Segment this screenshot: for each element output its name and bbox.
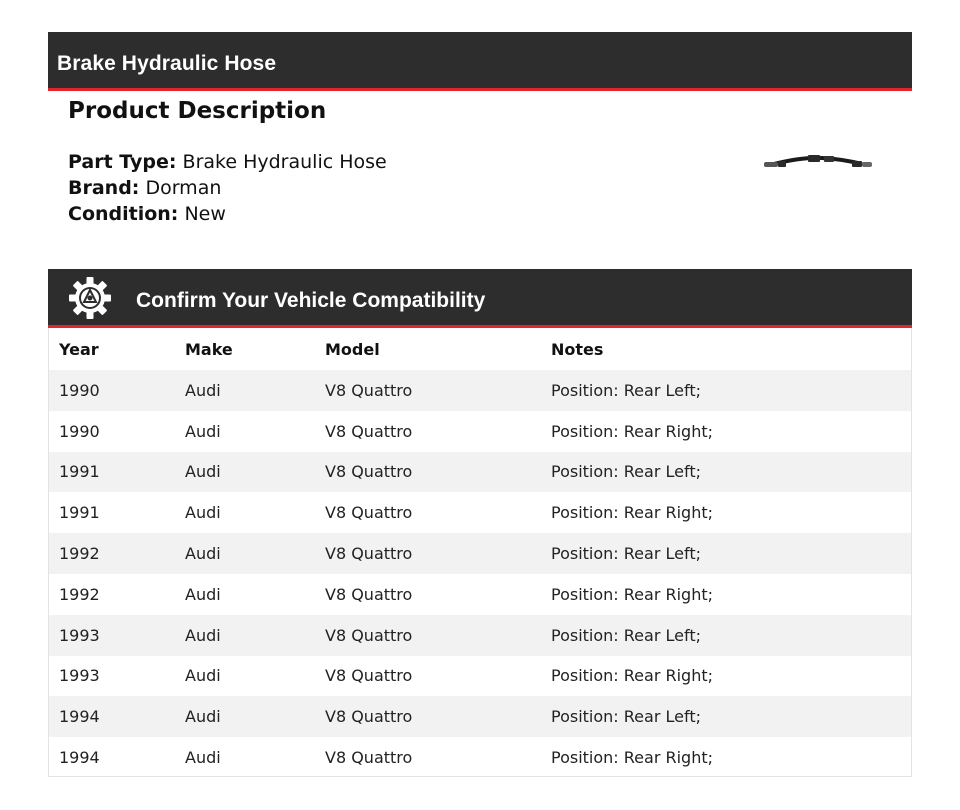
spec-label: Part Type: — [68, 151, 177, 173]
spec-part-type — [68, 151, 387, 173]
brake-hose-image — [762, 150, 874, 176]
table-row — [49, 533, 911, 574]
spec-brand — [68, 177, 221, 199]
cell-model: V8 Quattro — [315, 696, 541, 737]
table-row — [49, 370, 911, 411]
cell-make: Audi — [175, 615, 315, 656]
cell-notes: Position: Rear Right; — [551, 748, 714, 768]
table-row — [49, 737, 911, 778]
cell-year: 1991 — [49, 452, 175, 493]
spec-label: Brand: — [68, 177, 140, 199]
cell-year: 1994 — [49, 696, 175, 737]
cell-make: Audi — [175, 452, 315, 493]
cell-make: Audi — [185, 666, 221, 686]
compatibility-table-wrap — [48, 328, 912, 777]
cell-model: V8 Quattro — [325, 503, 413, 523]
table-row — [49, 492, 911, 533]
cell-notes: Position: Rear Right; — [551, 666, 714, 686]
cell-notes: Position: Rear Right; — [551, 421, 714, 441]
column-header-notes: Notes — [551, 339, 604, 359]
column-header-make: Make — [185, 339, 233, 359]
cell-model: V8 Quattro — [325, 666, 413, 686]
cell-make: Audi — [185, 584, 221, 604]
cell-make: Audi — [175, 696, 315, 737]
column-header-model: Model — [325, 339, 380, 359]
cell-notes: Position: Rear Right; — [551, 584, 714, 604]
page-title: Brake Hydraulic Hose — [57, 52, 277, 75]
cell-notes: Position: Rear Left; — [541, 452, 911, 493]
cell-make: Audi — [185, 421, 221, 441]
table-row — [49, 411, 911, 452]
cell-year: 1990 — [49, 370, 175, 411]
cell-make: Audi — [175, 533, 315, 574]
cell-notes: Position: Rear Left; — [541, 370, 911, 411]
cell-notes: Position: Rear Left; — [541, 615, 911, 656]
table-header-row — [49, 328, 911, 370]
cell-model: V8 Quattro — [325, 584, 413, 604]
cell-model: V8 Quattro — [315, 370, 541, 411]
description-heading: Product Description — [68, 98, 327, 124]
cell-model: V8 Quattro — [315, 452, 541, 493]
gear-icon — [69, 277, 111, 319]
spec-value: New — [184, 203, 226, 225]
spec-value: Brake Hydraulic Hose — [182, 151, 387, 173]
table-row — [49, 574, 911, 615]
cell-make: Audi — [175, 370, 315, 411]
title-bar — [48, 32, 912, 91]
cell-model: V8 Quattro — [325, 421, 413, 441]
spec-condition — [68, 203, 226, 225]
table-row — [49, 615, 911, 656]
compatibility-title: Confirm Your Vehicle Compatibility — [136, 289, 486, 312]
cell-notes: Position: Rear Left; — [541, 696, 911, 737]
cell-make: Audi — [185, 748, 221, 768]
cell-year: 1993 — [49, 615, 175, 656]
cell-year: 1990 — [59, 421, 100, 441]
spec-value: Dorman — [145, 177, 222, 199]
cell-year: 1991 — [59, 503, 100, 523]
compatibility-table — [49, 328, 911, 778]
cell-model: V8 Quattro — [315, 533, 541, 574]
cell-year: 1993 — [59, 666, 100, 686]
cell-make: Audi — [185, 503, 221, 523]
cell-notes: Position: Rear Left; — [541, 533, 911, 574]
cell-model: V8 Quattro — [325, 748, 413, 768]
compatibility-bar — [48, 269, 912, 328]
cell-year: 1992 — [59, 584, 100, 604]
table-row — [49, 452, 911, 493]
cell-notes: Position: Rear Right; — [551, 503, 714, 523]
column-header-year: Year — [59, 339, 99, 359]
table-row — [49, 696, 911, 737]
spec-label: Condition: — [68, 203, 179, 225]
cell-year: 1994 — [59, 748, 100, 768]
cell-model: V8 Quattro — [315, 615, 541, 656]
cell-year: 1992 — [49, 533, 175, 574]
table-row — [49, 656, 911, 697]
